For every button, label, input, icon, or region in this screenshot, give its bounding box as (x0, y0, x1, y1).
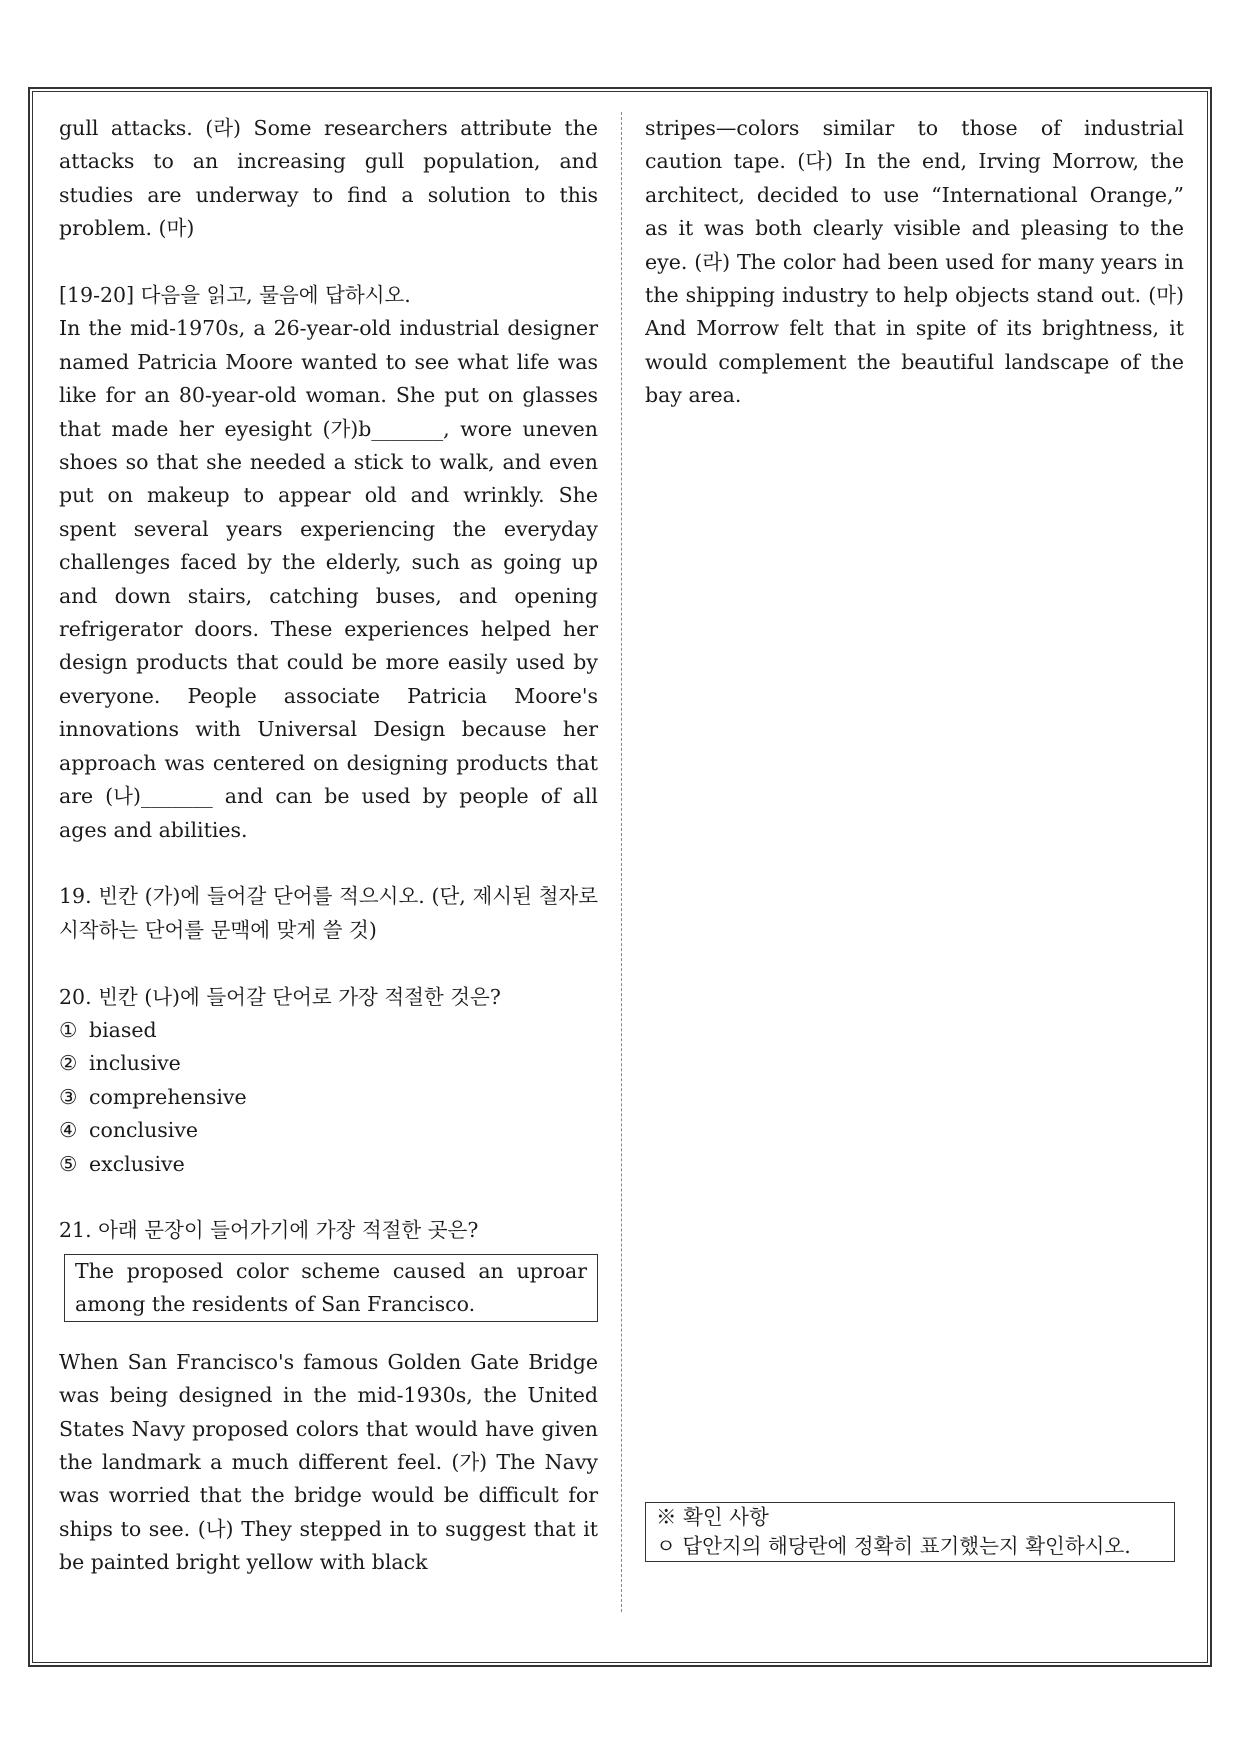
choice-number: ② (59, 1051, 78, 1076)
passage-patricia-moore: In the mid-1970s, a 26-year-old industrial designer named Patricia Moore wanted to see what life was like for an 80-year-old woman. She put on glasses that made her eyesight (가)b_______, wore uneven shoes so that she needed a stick to walk, and even put on makeup to appear old and wrinkly. She spent several years experiencing the everyday challenges faced by the elderly, such as going up and down stairs, catching buses, and opening refrigerator doors. These experiences helped her design products that could be more easily used by everyone. People associate Patricia Moore's innovations with Universal Design because her approach was centered on designing products that are (나)_______ and can be used by people of all ages and abilities. (59, 316, 598, 842)
choice-item (59, 1081, 598, 1114)
column-divider (621, 112, 622, 1612)
check-notice-item: ㅇ 답안지의 해당란에 정확히 표기했는지 확인하시오. (656, 1534, 1131, 1558)
question-19: 19. 빈칸 (가)에 들어갈 단어를 적으시오. (단, 제시된 철자로 시작하는 단어를 문맥에 맞게 쓸 것) (59, 884, 598, 942)
choice-number: ① (59, 1017, 78, 1042)
choice-text: biased (89, 1017, 157, 1042)
choice-number: ④ (59, 1118, 78, 1143)
check-notice-title: ※ 확인 사항 (656, 1505, 769, 1529)
right-column (645, 112, 1184, 413)
choice-number: ③ (59, 1084, 78, 1109)
choice-text: inclusive (89, 1051, 181, 1076)
passage-golden-gate-continued: stripes—colors similar to those of industrial caution tape. (다) In the end, Irving Morrow, the architect, decided to use “International Orange,” as it was both clearly visible and pleasing to the eye. (라) The color had been used for many years in the shipping industry to help objects stand out. (마) And Morrow felt that in spite of its brightness, it would complement the beautiful landscape of the bay area. (645, 116, 1184, 408)
choice-number: ⑤ (59, 1151, 78, 1176)
question-21: 21. 아래 문장이 들어가기에 가장 적절한 곳은? (59, 1218, 479, 1243)
instruction-19-20: [19-20] 다음을 읽고, 물음에 답하시오. (59, 283, 411, 308)
question-20: 20. 빈칸 (나)에 들어갈 단어로 가장 적절한 것은? (59, 984, 501, 1009)
choice-item (59, 1014, 598, 1047)
choice-item (59, 1047, 598, 1080)
choice-text: conclusive (89, 1118, 199, 1143)
boxed-sentence: The proposed color scheme caused an uproar among the residents of San Francisco. (64, 1254, 598, 1322)
choices-list (59, 1014, 598, 1181)
choice-item (59, 1114, 598, 1147)
passage-golden-gate: When San Francisco's famous Golden Gate Bridge was being designed in the mid-1930s, the United States Navy proposed colors that would have given the landmark a much different feel. (가) The Navy was worried that the bridge would be difficult for ships to see. (나) They stepped in to suggest that it be painted bright yellow with black (59, 1349, 598, 1575)
choice-text: exclusive (89, 1151, 185, 1176)
choice-text: comprehensive (89, 1084, 247, 1109)
left-column (59, 112, 598, 1580)
check-notice-box (645, 1502, 1175, 1562)
choice-item (59, 1148, 598, 1181)
passage-continuation: gull attacks. (라) Some researchers attribute the attacks to an increasing gull population, and studies are underway to find a solution to this problem. (마) (59, 116, 598, 241)
